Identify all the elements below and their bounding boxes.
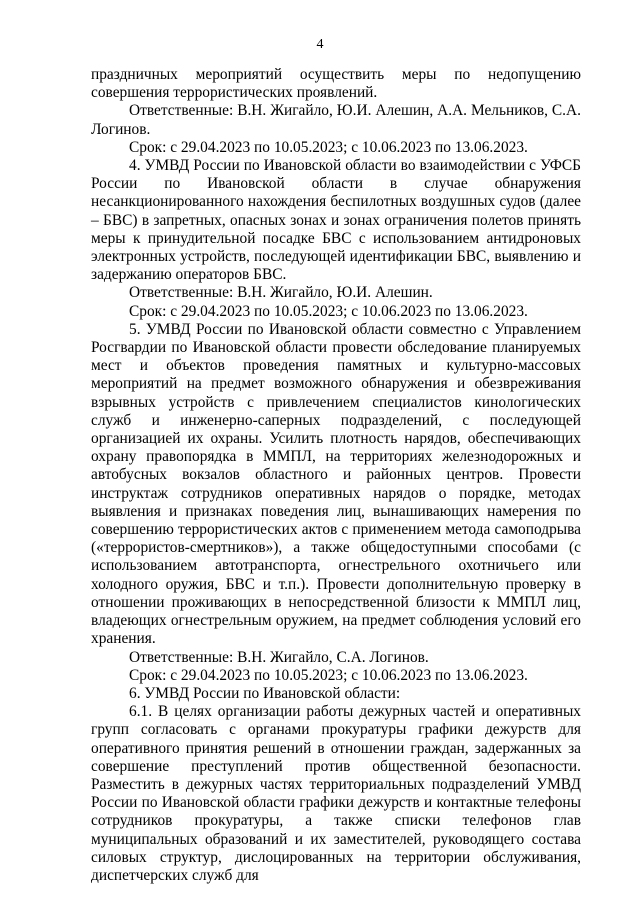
- deadline: Срок: с 29.04.2023 по 10.05.2023; с 10.06.2023 по 13.06.2023.: [129, 666, 528, 684]
- item-6: 6. УМВД России по Ивановской области:: [129, 684, 401, 702]
- deadline: Срок: с 29.04.2023 по 10.05.2023; с 10.06.2023 по 13.06.2023.: [129, 138, 528, 156]
- paragraph-continuation: праздничных мероприятий осуществить меры по недопущению совершения террористических проявлений.: [91, 66, 581, 102]
- document-body: [91, 66, 581, 885]
- item-5: 5. УМВД России по Ивановской области совместно с Управлением Росгвардии по Ивановской области провести обследование планируемых мест и объектов проведения памятных и культурно-массовых мероприятий на предмет возможного обнаружения и обезвреживания взрывных устройств с привлечением специалистов кинологических служб и инженерно-саперных подразделений, с последующей организацией их охраны. Усилить плотность нарядов, обеспечивающих охрану правопорядка в ММПЛ, на территориях железнодорожных и автобусных вокзалов областного и районных центров. Провести инструктаж сотрудников оперативных нарядов о порядке, методах выявления и признаках поведения лиц, вынашивающих намерения по совершению террористических актов с применением метода самоподрыва («террористов-смертников»), а также общедоступными способами (с использованием автотранспорта, огнестрельного охотничьего или холодного оружия, БВС и т.п.). Провести дополнительную проверку в отношении проживающих в непосредственной близости к ММПЛ лиц, владеющих огнестрельным оружием, на предмет соблюдения условий его хранения.: [91, 320, 581, 648]
- responsible-persons: Ответственные: В.Н. Жигайло, Ю.И. Алешин.: [129, 284, 433, 302]
- responsible-persons: Ответственные: В.Н. Жигайло, С.А. Логинов.: [129, 648, 429, 666]
- deadline: Срок: с 29.04.2023 по 10.05.2023; с 10.06.2023 по 13.06.2023.: [129, 302, 528, 320]
- item-4: 4. УМВД России по Ивановской области во взаимодействии с УФСБ России по Ивановской области в случае обнаружения несанкционированного нахождения беспилотных воздушных судов (далее – БВС) в запретных, опасных зонах и зонах ограничения полетов принять меры к принудительной посадке БВС с использованием антидроновых электронных устройств, последующей идентификации БВС, выявлению и задержанию операторов БВС.: [91, 157, 581, 284]
- item-6-1: 6.1. В целях организации работы дежурных частей и оперативных групп согласовать с органами прокуратуры графики дежурств для оперативного принятия решений в отношении граждан, задержанных за совершение преступлений против общественной безопасности. Разместить в дежурных частях территориальных подразделений УМВД России по Ивановской области графики дежурств и контактные телефоны сотрудников прокуратуры, а также списки телефонов глав муниципальных образований и их заместителей, руководящего состава силовых структур, дислоцированных на территории обслуживания, диспетчерских служб для: [91, 703, 581, 884]
- responsible-persons: Ответственные: В.Н. Жигайло, Ю.И. Алешин, А.А. Мельников, С.А. Логинов.: [91, 102, 581, 138]
- page-number: 4: [316, 37, 324, 52]
